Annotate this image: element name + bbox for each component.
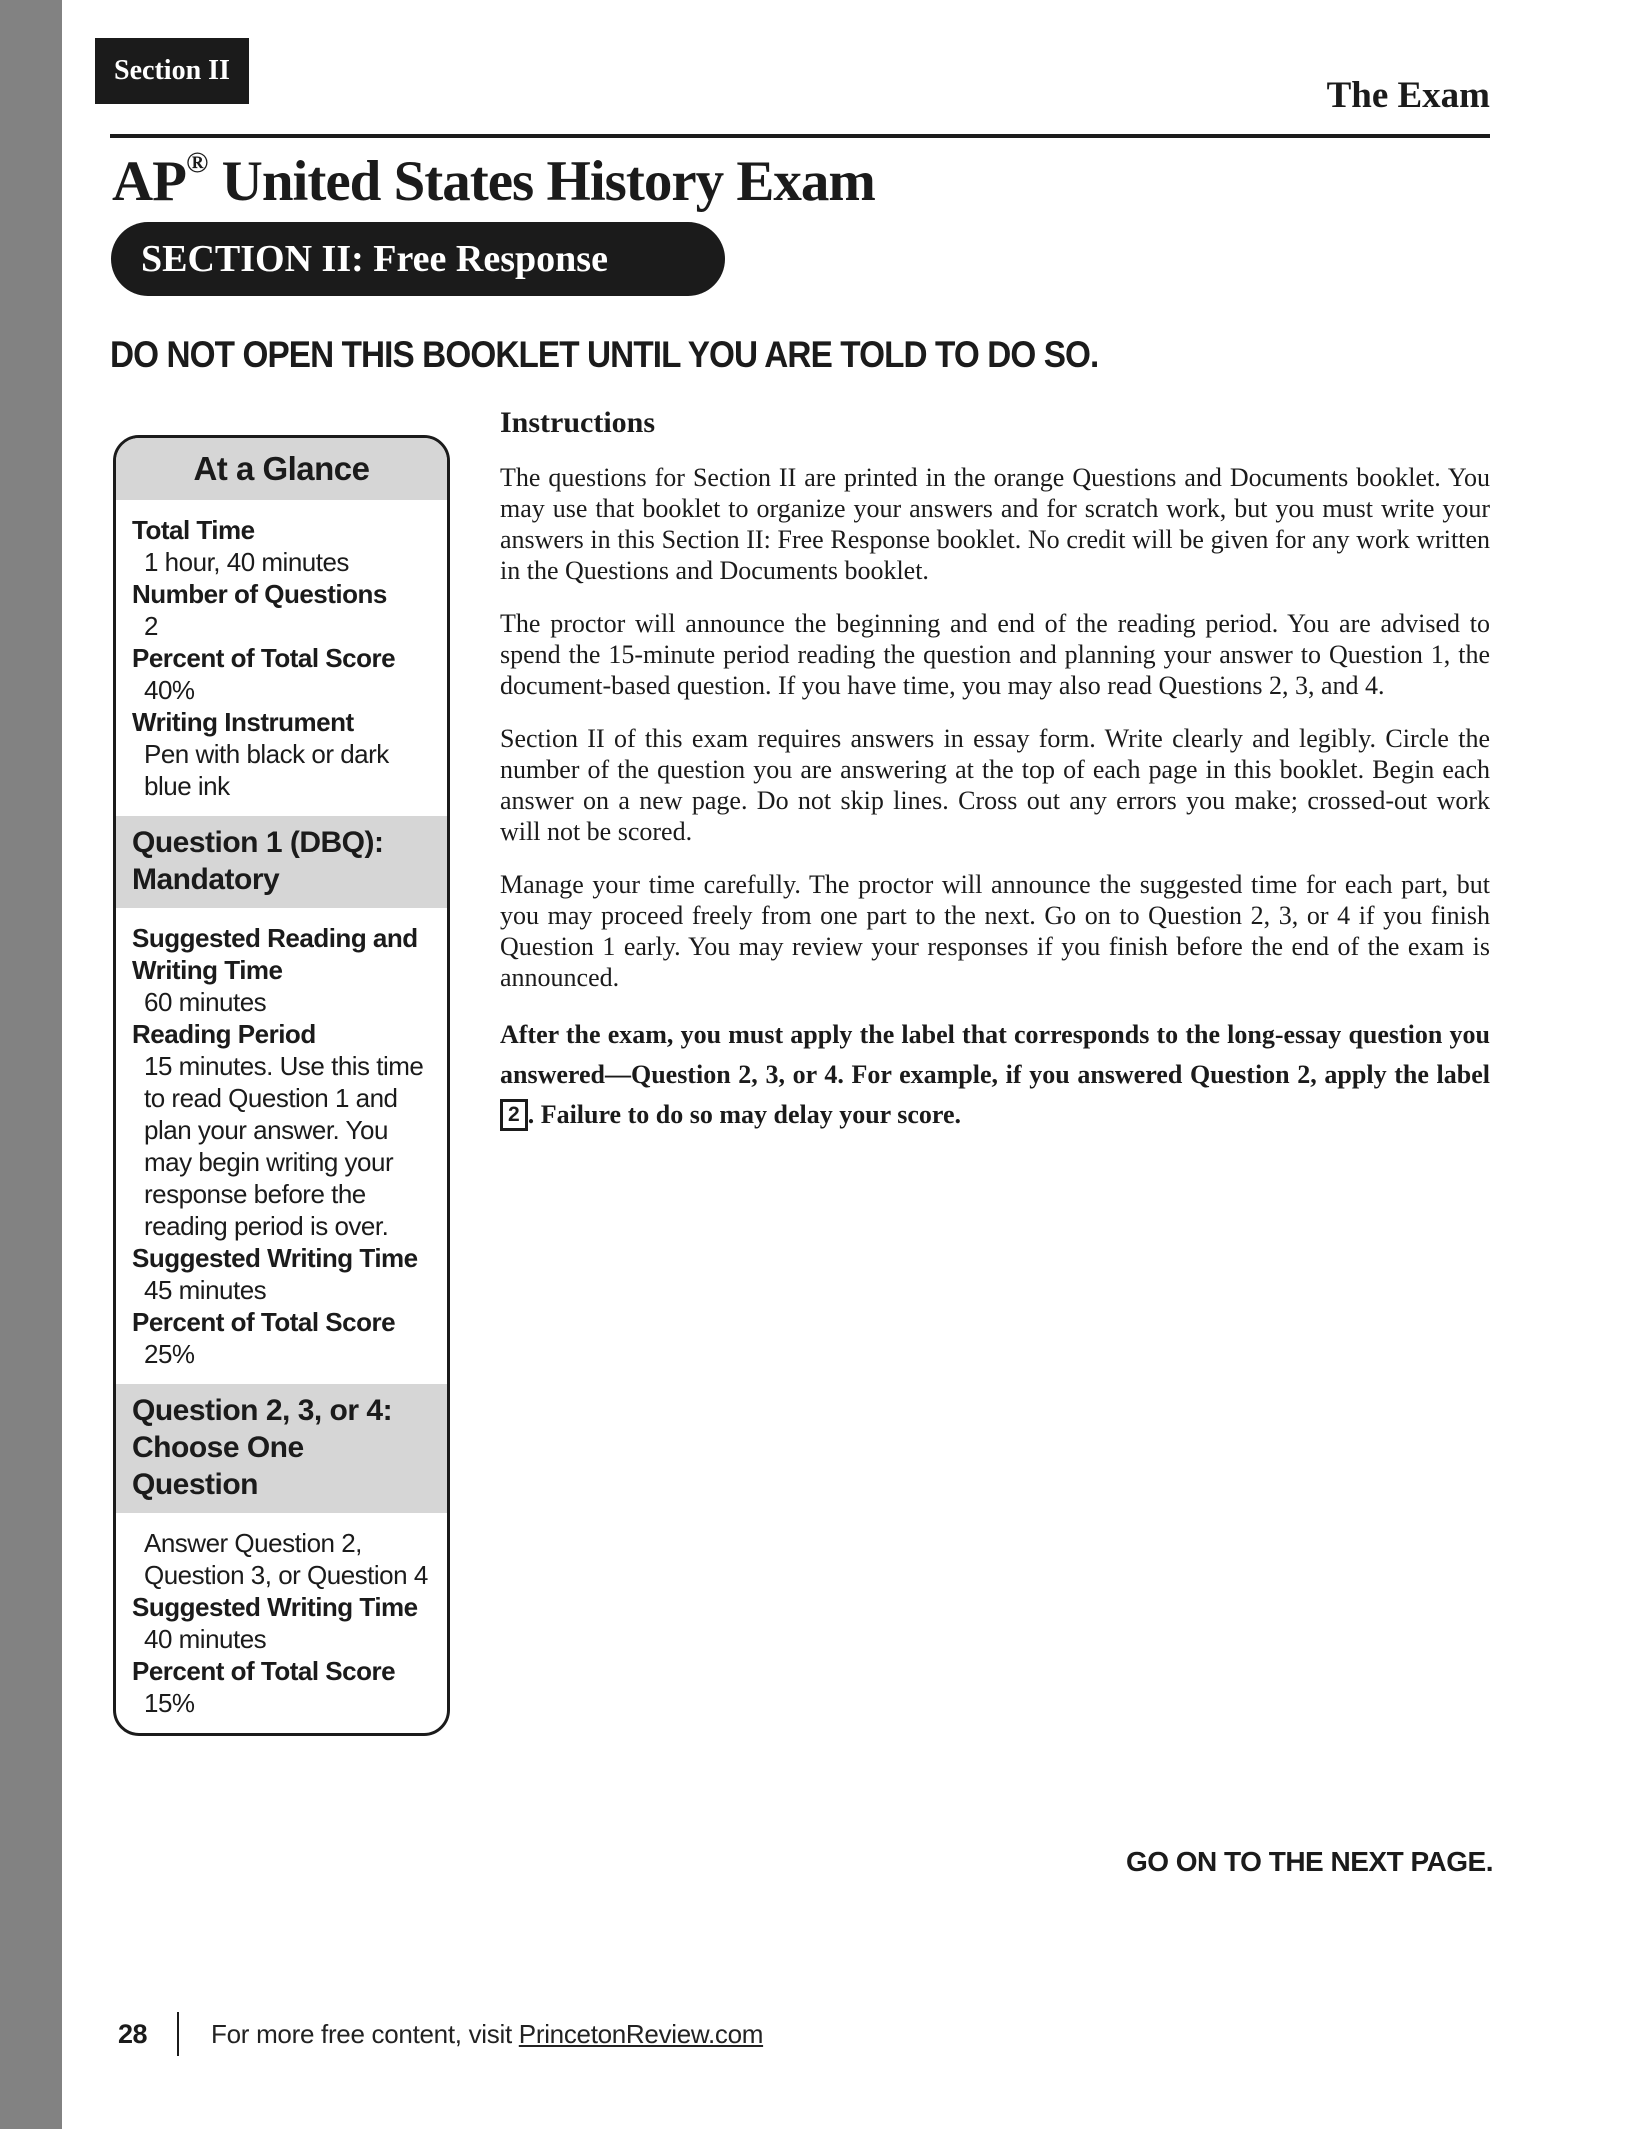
glance-value: 25% [144, 1339, 195, 1369]
glance-intro-value: Answer Question 2, Question 3, or Question 4 [144, 1528, 428, 1590]
page-footer [118, 2012, 763, 2056]
chapter-header: The Exam [1326, 75, 1490, 116]
glance-label: Reading Period [132, 1019, 316, 1049]
instructions-paragraph-2: The proctor will announce the beginning and end of the reading period. You are advised to spend the 15-minute period reading the question and planning your answer to Question 1, the document-based question. If you have time, you may also read Questions 2, 3, and 4. [500, 609, 1490, 700]
question-label-box: 2 [500, 1099, 528, 1131]
princeton-review-link[interactable]: PrincetonReview.com [518, 2018, 764, 2049]
glance-label: Suggested Writing Time [132, 1243, 418, 1273]
glance-value: 60 minutes [144, 987, 267, 1017]
label-warning-text: After the exam, you must apply the label that corresponds to the long-essay question you answered—Question 2, 3, or 4. For example, if you answered Question 2, apply the label [500, 1020, 1490, 1089]
title-suffix: United States History Exam [208, 150, 875, 213]
glance-value: 15 minutes. Use this time to read Question 1 and plan your answer. You may begin writing your response before the reading period is over. [144, 1051, 424, 1241]
glance-label: Percent of Total Score [132, 1656, 396, 1686]
instructions-heading: Instructions [500, 406, 656, 439]
section-tab [95, 38, 249, 104]
glance-label: Suggested Writing Time [132, 1592, 418, 1622]
glance-label: Total Time [132, 515, 255, 545]
do-not-open-notice: DO NOT OPEN THIS BOOKLET UNTIL YOU ARE TOLD TO DO SO. [110, 334, 1099, 375]
glance-value: 45 minutes [144, 1275, 267, 1305]
page-number: 28 [118, 2018, 148, 2049]
glance-label: Percent of Total Score [132, 1307, 396, 1337]
glance-band-question234: Question 2, 3, or 4: Choose One Question [116, 1384, 447, 1513]
glance-value: 40 minutes [144, 1624, 267, 1654]
glance-group-overview [116, 500, 447, 816]
glance-value: Pen with black or dark blue ink [144, 739, 389, 801]
header-rule [110, 134, 1490, 138]
go-on-instruction: GO ON TO THE NEXT PAGE. [1125, 1846, 1493, 1877]
glance-label: Suggested Reading and Writing Time [132, 923, 418, 985]
glance-band-question1: Question 1 (DBQ): Mandatory [116, 816, 447, 908]
glance-value: 2 [144, 611, 158, 641]
glance-label: Writing Instrument [132, 707, 354, 737]
glance-label: Percent of Total Score [132, 643, 396, 673]
registered-mark: ® [185, 146, 209, 179]
page-edge-strip [0, 0, 62, 2129]
instructions-paragraph-1: The questions for Section II are printed in the orange Questions and Documents booklet. You may use that booklet to organize your answers and for scratch work, but you must write your answers in this Section II: Free Response booklet. No credit will be given for any work written in the Questions and Documents booklet. [500, 463, 1490, 585]
section-tab-label: Section II [114, 55, 230, 86]
at-a-glance-header [116, 438, 447, 500]
at-a-glance-title: At a Glance [193, 450, 370, 487]
instructions-paragraph-3: Section II of this exam requires answers in essay form. Write clearly and legibly. Circle the number of the question you are answering at the top of each page in this booklet. Begin each answer on a new page. Do not skip lines. Cross out any errors you make; crossed-out work will not be scored. [500, 724, 1490, 846]
footer-text-prefix: For more free content, visit [211, 2018, 519, 2049]
instructions-paragraph-4: Manage your time carefully. The proctor will announce the suggested time for each part, but you may proceed freely from one part to the next. Go on to Question 2, 3, or 4 if you finish Question 1 early. You may review your responses if you finish before the end of the exam is announced. [500, 870, 1490, 992]
glance-group-question234 [116, 1513, 447, 1733]
glance-group-question1 [116, 908, 447, 1384]
at-a-glance-box [113, 435, 450, 1736]
instructions-body [500, 462, 1490, 1157]
page-title [112, 146, 875, 214]
glance-label: Number of Questions [132, 579, 387, 609]
section-banner-label: SECTION II: Free Response [141, 238, 608, 280]
section-banner [111, 222, 725, 296]
label-warning-tail: . Failure to do so may delay your score. [527, 1100, 962, 1129]
glance-value: 1 hour, 40 minutes [144, 547, 349, 577]
footer-divider [177, 2012, 179, 2056]
instructions-paragraph-5 [500, 1015, 1490, 1135]
footer-text [211, 2019, 763, 2050]
title-prefix: AP [112, 150, 186, 213]
glance-value: 15% [144, 1688, 195, 1718]
glance-value: 40% [144, 675, 195, 705]
